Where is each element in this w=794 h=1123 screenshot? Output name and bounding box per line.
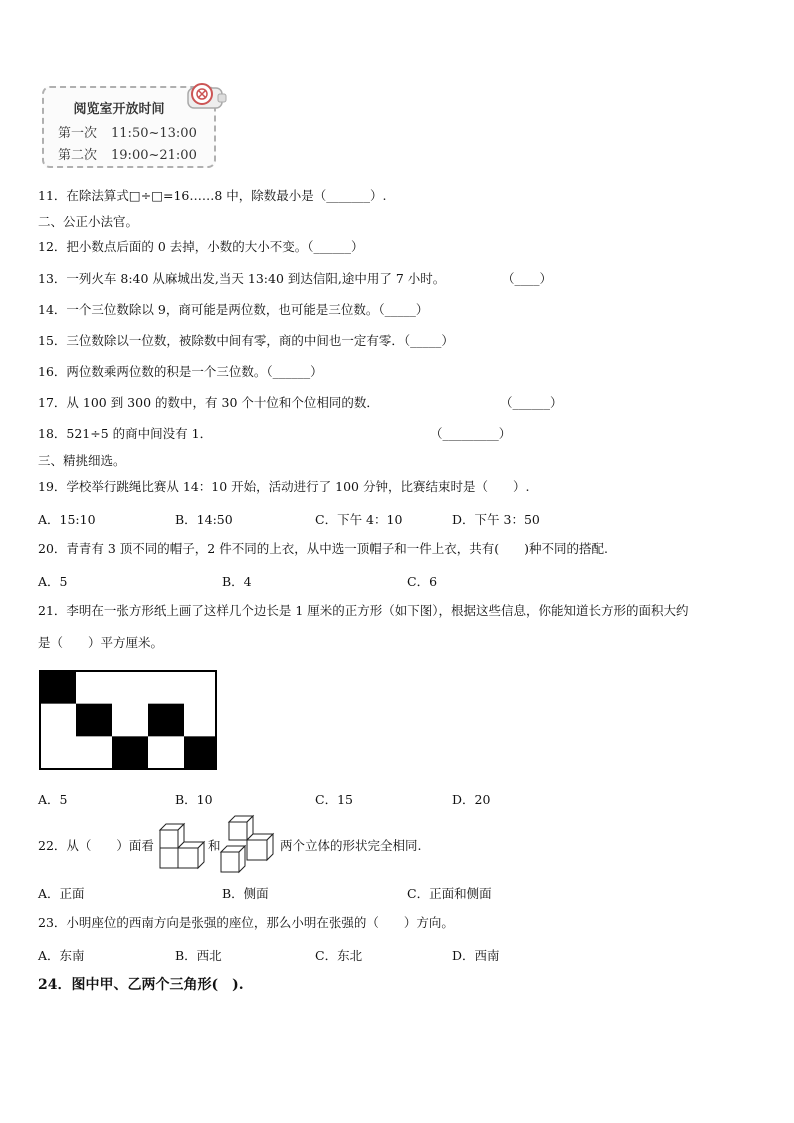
q19-option-b[interactable]: B．14:50 bbox=[175, 512, 233, 527]
q19-option-a[interactable]: A．15:10 bbox=[38, 512, 96, 527]
rectangle-squares-figure bbox=[39, 670, 217, 770]
q23-option-a[interactable]: A．东南 bbox=[38, 948, 85, 963]
black-square bbox=[112, 736, 148, 769]
black-square bbox=[76, 704, 112, 737]
q22-option-a[interactable]: A．正面 bbox=[38, 886, 85, 901]
cube-solid-1 bbox=[154, 820, 208, 872]
notice-row-second bbox=[58, 144, 197, 163]
notice-row-time: 11:50~13:00 bbox=[111, 126, 197, 141]
q21-option-a[interactable]: A．5 bbox=[38, 792, 68, 807]
q22-option-c[interactable]: C．正面和侧面 bbox=[407, 886, 492, 901]
q21-option-b[interactable]: B．10 bbox=[175, 792, 213, 807]
question-17-blank: （______） bbox=[500, 395, 563, 410]
q21-option-c[interactable]: C．15 bbox=[315, 792, 353, 807]
cube-solid-2 bbox=[219, 814, 279, 874]
question-21-line-2: 是（ ）平方厘米。 bbox=[38, 635, 164, 650]
notice-row-label: 第二次 bbox=[58, 148, 98, 163]
q23-option-b[interactable]: B．西北 bbox=[175, 948, 222, 963]
notice-row-first bbox=[58, 122, 197, 141]
question-13: 13．一列火车 8:40 从麻城出发,当天 13:40 到达信阳,途中用了 7 小时。 bbox=[38, 271, 446, 286]
question-20: 20．青青有 3 顶不同的帽子，2 件不同的上衣，从中选一顶帽子和一件上衣，共有( )种不同的搭配. bbox=[38, 541, 608, 556]
black-square bbox=[40, 671, 76, 704]
question-18-blank: （_________） bbox=[430, 426, 512, 441]
question-18: 18．521÷5 的商中间没有 1． bbox=[38, 426, 213, 441]
notice-title: 阅览室开放时间 bbox=[73, 102, 165, 117]
q22-option-b[interactable]: B．侧面 bbox=[222, 886, 269, 901]
question-15: 15．三位数除以一位数，被除数中间有零，商的中间也一定有零．（_____） bbox=[38, 333, 454, 348]
question-19: 19．学校举行跳绳比赛从 14：10 开始，活动进行了 100 分钟，比赛结束时是（ ）. bbox=[38, 479, 530, 494]
q23-option-d[interactable]: D．西南 bbox=[452, 948, 500, 963]
question-13-blank: （____） bbox=[502, 271, 553, 286]
q19-option-d[interactable]: D．下午 3：50 bbox=[452, 512, 540, 527]
notice-row-time: 19:00~21:00 bbox=[111, 148, 197, 163]
black-square bbox=[184, 736, 216, 769]
question-17: 17．从 100 到 300 的数中，有 30 个十位和个位相同的数． bbox=[38, 395, 379, 410]
black-square bbox=[148, 704, 184, 737]
question-21-line-1: 21．李明在一张方形纸上画了这样几个边长是 1 厘米的正方形（如下图），根据这些信息，你能知道长方形的面积大约 bbox=[38, 603, 689, 618]
q20-option-b[interactable]: B．4 bbox=[222, 574, 252, 589]
q23-option-c[interactable]: C．东北 bbox=[315, 948, 363, 963]
question-22-and: 和 bbox=[208, 838, 221, 853]
question-11: 11．在除法算式□÷□=16……8 中，除数最小是（_______）. bbox=[38, 188, 387, 203]
q20-option-a[interactable]: A．5 bbox=[38, 574, 68, 589]
q21-option-d[interactable]: D．20 bbox=[452, 792, 491, 807]
notice-row-label: 第一次 bbox=[58, 126, 98, 141]
section-heading-3: 三、精挑细选。 bbox=[38, 453, 126, 468]
question-14: 14．一个三位数除以 9，商可能是两位数，也可能是三位数。（_____） bbox=[38, 302, 429, 317]
section-heading-2: 二、公正小法官。 bbox=[38, 214, 139, 229]
question-12: 12．把小数点后面的 0 去掉，小数的大小不变。（______） bbox=[38, 239, 364, 254]
question-22-suffix: 两个立体的形状完全相同. bbox=[280, 838, 422, 853]
question-23: 23．小明座位的西南方向是张强的座位，那么小明在张强的（ ）方向。 bbox=[38, 915, 454, 930]
question-22-prefix: 22．从（ ）面看 bbox=[38, 838, 154, 853]
projector-icon bbox=[184, 80, 228, 114]
q19-option-c[interactable]: C．下午 4：10 bbox=[315, 512, 403, 527]
question-16: 16．两位数乘两位数的积是一个三位数。（______） bbox=[38, 364, 323, 379]
q20-option-c[interactable]: C．6 bbox=[407, 574, 438, 589]
question-24: 24．图中甲、乙两个三角形( ). bbox=[38, 977, 244, 993]
